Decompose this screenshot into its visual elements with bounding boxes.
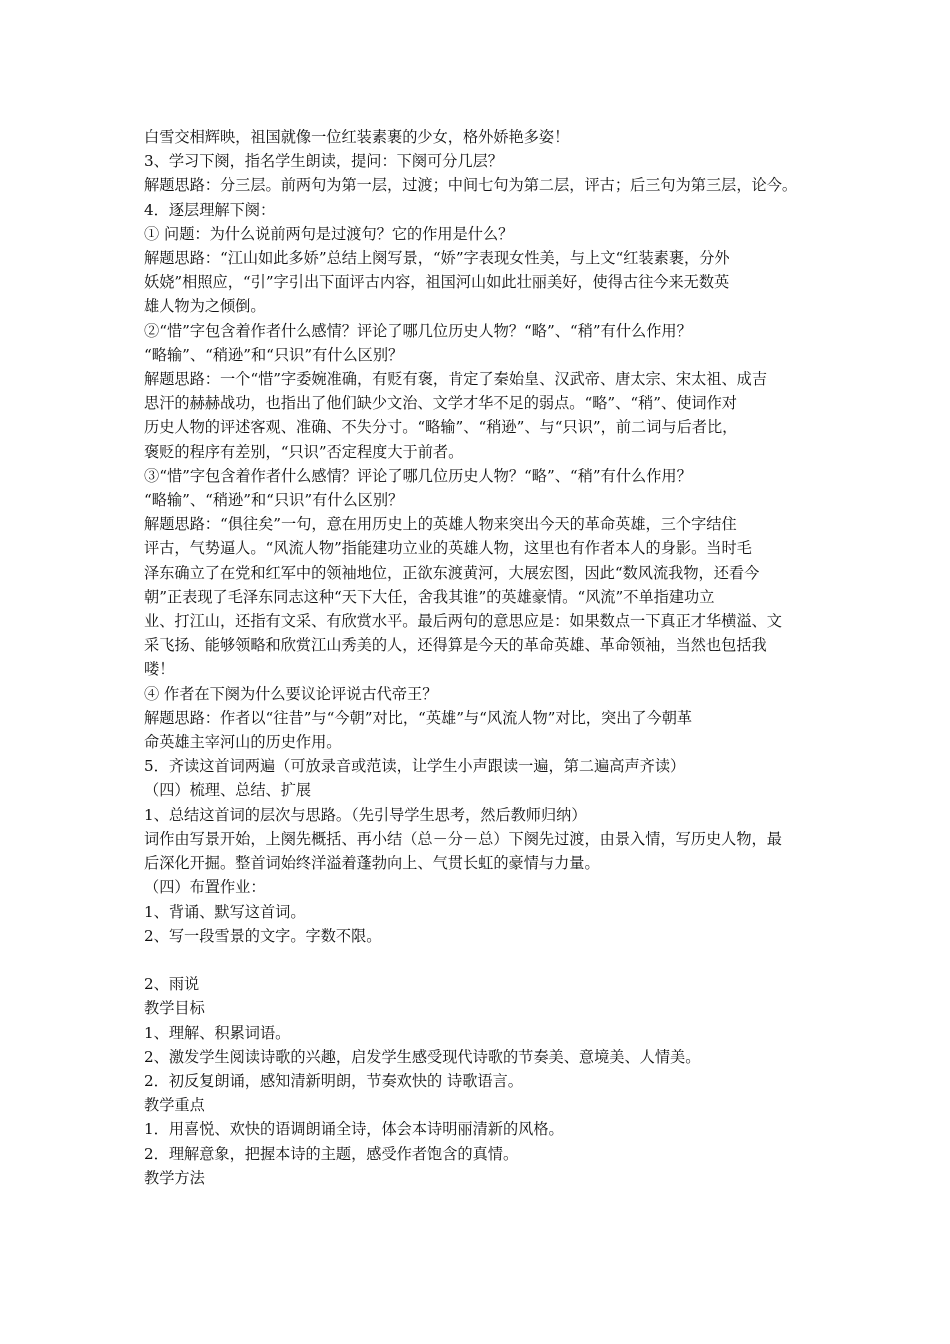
text-line: 评古，气势逼人。“风流人物”指能建功立业的英雄人物，这里也有作者本人的身影。当时毛 — [144, 539, 752, 558]
text-line: ④ 作者在下阕为什么要议论评说古代帝王？ — [144, 684, 438, 703]
text-line: 雄人物为之倾倒。 — [144, 297, 266, 316]
heading-line: 教学方法 — [144, 1168, 205, 1187]
text-line: （四）布置作业： — [144, 878, 266, 897]
text-line: 命英雄主宰河山的历史作用。 — [144, 733, 342, 752]
text-line: 解题思路：一个“惜”字委婉准确，有贬有褒，肯定了秦始皇、汉武帝、唐太宗、宋太祖、成吉 — [144, 370, 768, 389]
text-line: 1．用喜悦、欢快的语调朗诵全诗，体会本诗明丽清新的风格。 — [144, 1120, 564, 1139]
text-line: 白雪交相辉映，祖国就像一位红装素裹的少女，格外娇艳多姿！ — [144, 128, 570, 146]
text-line: 解题思路：“江山如此多娇”总结上阕写景，“娇”字表现女性美，与上文“红装素裹，分外 — [144, 249, 730, 268]
text-line: 4．逐层理解下阕： — [144, 200, 276, 219]
text-line: 3、学习下阕，指名学生朗读，提问：下阕可分几层？ — [144, 152, 503, 171]
text-line: 5．齐读这首词两遍（可放录音或范读，让学生小声跟读一遍，第二遍高声齐读） — [144, 757, 686, 776]
text-line: 2、写一段雪景的文字。字数不限。 — [144, 926, 382, 945]
text-line: 1、理解、积累词语。 — [144, 1023, 291, 1042]
text-line: 妖娆”相照应，“引”字引出下面评古内容，祖国河山如此壮丽美好，使得古往今来无数英 — [144, 273, 730, 292]
text-line: “略输”、“稍逊”和“只识”有什么区别？ — [144, 491, 404, 510]
text-line: 喽！ — [144, 660, 175, 679]
text-line: 解题思路：“俱往矣”一句，意在用历史上的英雄人物来突出今天的革命英雄，三个字结住 — [144, 515, 737, 534]
text-line: 褒贬的程序有差别，“只识”否定程度大于前者。 — [144, 442, 464, 461]
section-title: 2、雨说 — [144, 975, 200, 994]
blank-line — [144, 948, 814, 972]
document-body — [144, 125, 814, 1190]
text-line: 解题思路：作者以“往昔”与“今朝”对比，“英雄”与“风流人物”对比，突出了今朝革 — [144, 708, 693, 727]
text-line: （四）梳理、总结、扩展 — [144, 781, 312, 800]
text-line: “略输”、“稍逊”和“只识”有什么区别？ — [144, 345, 404, 364]
text-line: 解题思路：分三层。前两句为第一层，过渡；中间七句为第二层，评古；后三句为第三层，论今。 — [144, 176, 798, 195]
heading-line: 教学目标 — [144, 999, 205, 1018]
text-line: 2．理解意象，把握本诗的主题，感受作者饱含的真情。 — [144, 1144, 519, 1163]
text-line: 泽东确立了在党和红军中的领袖地位，正欲东渡黄河，大展宏图，因此“数风流我物，还看今 — [144, 563, 760, 582]
text-line: 2．初反复朗诵，感知清新明朗，节奏欢快的 诗歌语言。 — [144, 1071, 523, 1090]
text-line: 2、激发学生阅读诗歌的兴趣，启发学生感受现代诗歌的节奏美、意境美、人情美。 — [144, 1047, 701, 1066]
text-line: 后深化开掘。整首词始终洋溢着蓬勃向上、气贯长虹的豪情与力量。 — [144, 854, 600, 873]
text-line: 思汗的赫赫战功，也指出了他们缺少文治、文学才华不足的弱点。“略”、“稍”、使词作对 — [144, 394, 737, 413]
text-line: ① 问题：为什么说前两句是过渡句？它的作用是什么？ — [144, 224, 514, 243]
text-line: 词作由写景开始，上阕先概括、再小结（总－分－总）下阕先过渡，由景入情，写历史人物，最 — [144, 829, 782, 848]
text-line: ②“惜”字包含着作者什么感情？评论了哪几位历史人物？“略”、“稍”有什么作用？ — [144, 321, 692, 340]
text-line: 1、总结这首词的层次与思路。（先引导学生思考，然后教师归纳） — [144, 805, 587, 824]
text-line: ③“惜”字包含着作者什么感情？评论了哪几位历史人物？“略”、“稍”有什么作用？ — [144, 466, 692, 485]
text-line: 朝”正表现了毛泽东同志这种“天下大任，舍我其谁”的英雄豪情。“风流”不单指建功立 — [144, 587, 715, 606]
text-line: 采飞扬、能够领略和欣赏江山秀美的人，还得算是今天的革命英雄、革命领袖，当然也包括我 — [144, 636, 767, 655]
text-line: 历史人物的评述客观、准确、不失分寸。“略输”、“稍逊”、与“只识”，前二词与后者比， — [144, 418, 738, 437]
text-line: 业、打江山，还指有文采、有欣赏水平。最后两句的意思应是：如果数点一下真正才华横溢、文 — [144, 612, 782, 631]
heading-line: 教学重点 — [144, 1096, 205, 1115]
text-line: 1、背诵、默写这首词。 — [144, 902, 306, 921]
